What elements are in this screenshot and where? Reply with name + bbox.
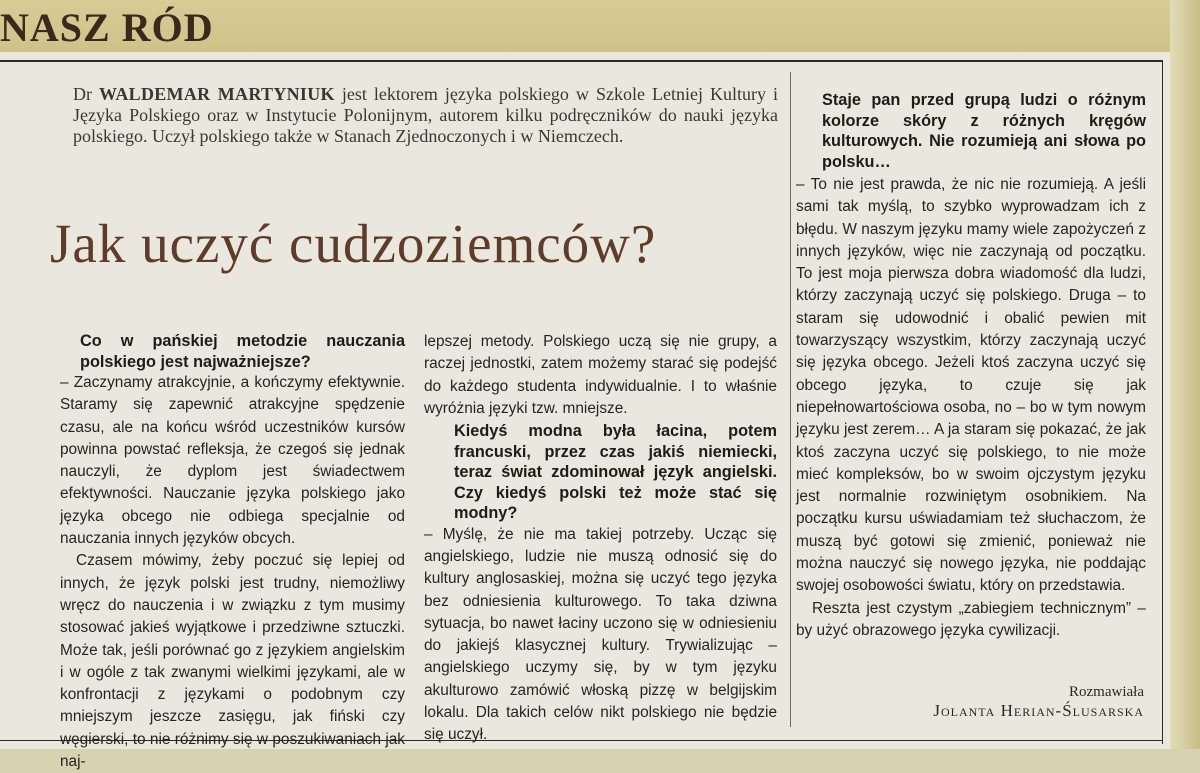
section-header-band (0, 0, 1200, 52)
article-headline: Jak uczyć cudzoziemców? (50, 213, 657, 274)
page-edge (1170, 0, 1200, 749)
article-column-3 (796, 90, 1146, 642)
article-column-2 (424, 331, 777, 747)
answer-paragraph: – Myślę, że nie ma takiej potrzeby. Ucząc się angielskiego, ludzie nie muszą odnosić się do kultury anglosaskiej, można się uczyć tego języka bez odniesienia kulturowego. To taka dziwna sytuacja, bo nawet łaciny uczono się w odniesieniu do jakiejś klasycznej kultury. Trywializując – angielskiego uczymy się, by w tym języku akulturowo zamówić włoską pizzę w belgijskim lokalu. Dla takich celów nikt polskiego nie będzie się uczył. (424, 525, 777, 744)
answer-paragraph: lepszej metody. Polskiego uczą się nie grupy, a raczej jednostki, zatem możemy starać się podejść do każdego studenta indywidualnie. I to właśnie wyróżnia języki tzw. mniejsze. (424, 333, 777, 417)
credit-label: Rozmawiała (1069, 684, 1144, 700)
answer-paragraph: – Zaczynamy atrakcyjnie, a kończymy efektywnie. Staramy się zapewnić atrakcyjne spędzenie czasu, ale na końcu wśród uczestników kursów powinna powstać refleksja, że czegoś się jednak nauczyli, że dyplom jest świadectwem efektywności. Nauczanie języka polskiego jako języka obcego nie odbiega specjalnie od nauczania innych języków obcych. (60, 374, 405, 548)
intro-prefix: Dr (73, 84, 100, 104)
column-divider (790, 72, 791, 727)
answer-paragraph: – To nie jest prawda, że nic nie rozumieją. A jeśli sami tak myślą, to szybko wyprowadzam ich z błędu. W naszym języku mamy wiele zapożyczeń z innych języków, więc nie zaczynają od początku. To jest moja pierwsza dobra wiadomość dla ludzi, którzy zaczynają uczyć się polskiego. Druga – to staram się udowodnić i obalić pewien mit towarzyszący wszystkim, którzy zaczynają uczyć się języka obcego. Jeżeli ktoś zaczyna uczyć się obcego języka, to czuje się jak niepełnowartościowa osoba, no – bo w tym nowym języku jest zerem… A ja staram się pokazać, że jak ktoś zaczyna uczyć się polskiego, to nie może mieć kompleksów, bo w swoim ojczystym języku jest normalnie rozwiniętym osobnikiem. Na początku kursu uświadamiam też słuchaczom, że muszą być gotowi się zmienić, ponieważ nie można nauczyć się nowego języka, nie poddając swojej osobowości światu, który on przedstawia. (796, 176, 1146, 595)
intro-text: jest lektorem języka polskiego w Szkole Letniej Kultury i Języka Polskiego oraz w Instytucie Polonijnym, autorem kilku podręczników do nauki języka polskiego. Uczył polskiego także w Stanach Zjednoczonych i w Niemczech. (73, 84, 778, 146)
interview-credit (933, 684, 1144, 721)
interview-question-2: Kiedyś modna była łacina, potem francuski, przez czas jakiś niemiecki, teraz świat zdominował język angielski. Czy kiedyś polski też może stać się modny? (454, 422, 777, 523)
section-title: NASZ RÓD (0, 5, 214, 50)
author-name: WALDEMAR MARTYNIUK (99, 84, 335, 104)
interview-question-1: Co w pańskiej metodzie nauczania polskiego jest najważniejsze? (80, 332, 405, 371)
answer-paragraph: Reszta jest czystym „zabiegiem technicznym” – by użyć obrazowego języka cywilizacji. (796, 599, 1146, 639)
author-intro (73, 84, 778, 147)
interviewer-name: Jolanta Herian-Ślusarska (933, 701, 1144, 720)
interview-question-3: Staje pan przed grupą ludzi o różnym kolorze skóry z różnych kręgów kulturowych. Nie rozumieją ani słowa po polsku… (822, 91, 1146, 171)
article-column-1 (60, 331, 405, 773)
answer-paragraph: Czasem mówimy, żeby poczuć się lepiej od innych, że język polski jest trudny, niemożliwy wręcz do nauczenia i w związku z tym musimy stosować jakieś wyjątkowe i przedziwne sztuczki. Może tak, jeśli porównać go z językiem angielskim i w ogóle z tak zwanymi wielkimi językami, ale w konfrontacji z językami o podobnym czy mniejszym jeszcze zasięgu, jak fiński czy węgierski, to nie różnimy się w poszukiwaniach jak naj- (60, 552, 405, 771)
